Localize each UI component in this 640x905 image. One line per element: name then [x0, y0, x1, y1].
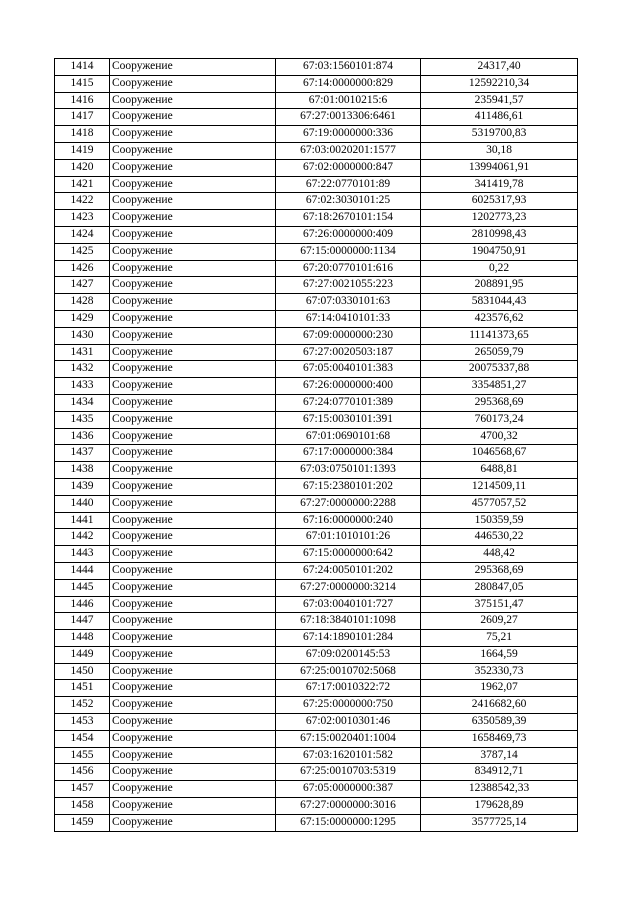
row-number-cell: 1457 [55, 781, 110, 798]
value-cell: 12592210,34 [421, 75, 578, 92]
value-cell: 3787,14 [421, 747, 578, 764]
table-row [55, 59, 578, 76]
value-cell: 448,42 [421, 546, 578, 563]
cadastral-number-cell: 67:09:0000000:230 [276, 327, 421, 344]
row-number-cell: 1435 [55, 411, 110, 428]
value-cell: 1214509,11 [421, 478, 578, 495]
row-number-cell: 1452 [55, 697, 110, 714]
table-row [55, 798, 578, 815]
object-type-cell: Сооружение [110, 411, 276, 428]
value-cell: 24317,40 [421, 59, 578, 76]
object-type-cell: Сооружение [110, 680, 276, 697]
table-row [55, 546, 578, 563]
value-cell: 12388542,33 [421, 781, 578, 798]
cadastral-number-cell: 67:14:0000000:829 [276, 75, 421, 92]
value-cell: 13994061,91 [421, 159, 578, 176]
value-cell: 3577725,14 [421, 814, 578, 831]
value-cell: 30,18 [421, 142, 578, 159]
cadastral-number-cell: 67:15:0020401:1004 [276, 730, 421, 747]
cadastral-number-cell: 67:25:0010703:5319 [276, 764, 421, 781]
table-row [55, 445, 578, 462]
row-number-cell: 1434 [55, 394, 110, 411]
row-number-cell: 1418 [55, 126, 110, 143]
row-number-cell: 1423 [55, 210, 110, 227]
value-cell: 834912,71 [421, 764, 578, 781]
cadastral-number-cell: 67:07:0330101:63 [276, 294, 421, 311]
cadastral-number-cell: 67:20:0770101:616 [276, 260, 421, 277]
row-number-cell: 1453 [55, 714, 110, 731]
row-number-cell: 1427 [55, 277, 110, 294]
value-cell: 6350589,39 [421, 714, 578, 731]
row-number-cell: 1458 [55, 798, 110, 815]
object-type-cell: Сооружение [110, 260, 276, 277]
table-row [55, 193, 578, 210]
row-number-cell: 1438 [55, 462, 110, 479]
table-row [55, 159, 578, 176]
row-number-cell: 1441 [55, 512, 110, 529]
value-cell: 1202773,23 [421, 210, 578, 227]
row-number-cell: 1426 [55, 260, 110, 277]
table-row [55, 512, 578, 529]
table-row [55, 210, 578, 227]
value-cell: 150359,59 [421, 512, 578, 529]
object-type-cell: Сооружение [110, 210, 276, 227]
value-cell: 5831044,43 [421, 294, 578, 311]
object-type-cell: Сооружение [110, 562, 276, 579]
row-number-cell: 1422 [55, 193, 110, 210]
object-type-cell: Сооружение [110, 327, 276, 344]
cadastral-number-cell: 67:26:0000000:409 [276, 226, 421, 243]
object-type-cell: Сооружение [110, 310, 276, 327]
object-type-cell: Сооружение [110, 714, 276, 731]
row-number-cell: 1459 [55, 814, 110, 831]
cadastral-number-cell: 67:14:0410101:33 [276, 310, 421, 327]
value-cell: 5319700,83 [421, 126, 578, 143]
cadastral-number-cell: 67:03:1560101:874 [276, 59, 421, 76]
row-number-cell: 1425 [55, 243, 110, 260]
object-type-cell: Сооружение [110, 781, 276, 798]
value-cell: 6025317,93 [421, 193, 578, 210]
table-row [55, 562, 578, 579]
object-type-cell: Сооружение [110, 495, 276, 512]
table-row [55, 92, 578, 109]
object-type-cell: Сооружение [110, 126, 276, 143]
cadastral-number-cell: 67:19:0000000:336 [276, 126, 421, 143]
table-row [55, 579, 578, 596]
object-type-cell: Сооружение [110, 226, 276, 243]
table-row [55, 142, 578, 159]
row-number-cell: 1437 [55, 445, 110, 462]
row-number-cell: 1431 [55, 344, 110, 361]
cadastral-number-cell: 67:02:3030101:25 [276, 193, 421, 210]
table-row [55, 428, 578, 445]
table-row [55, 680, 578, 697]
value-cell: 208891,95 [421, 277, 578, 294]
object-type-cell: Сооружение [110, 92, 276, 109]
row-number-cell: 1456 [55, 764, 110, 781]
object-type-cell: Сооружение [110, 193, 276, 210]
cadastral-number-cell: 67:26:0000000:400 [276, 378, 421, 395]
cadastral-number-cell: 67:27:0021055:223 [276, 277, 421, 294]
value-cell: 4700,32 [421, 428, 578, 445]
table-row [55, 630, 578, 647]
value-cell: 375151,47 [421, 596, 578, 613]
value-cell: 235941,57 [421, 92, 578, 109]
value-cell: 1046568,67 [421, 445, 578, 462]
value-cell: 411486,61 [421, 109, 578, 126]
table-row [55, 75, 578, 92]
table-row [55, 277, 578, 294]
object-type-cell: Сооружение [110, 747, 276, 764]
value-cell: 6488,81 [421, 462, 578, 479]
row-number-cell: 1444 [55, 562, 110, 579]
cadastral-number-cell: 67:03:1620101:582 [276, 747, 421, 764]
object-type-cell: Сооружение [110, 462, 276, 479]
row-number-cell: 1449 [55, 646, 110, 663]
table-row [55, 747, 578, 764]
object-type-cell: Сооружение [110, 142, 276, 159]
table-row [55, 327, 578, 344]
table-row [55, 714, 578, 731]
table-row [55, 260, 578, 277]
value-cell: 295368,69 [421, 562, 578, 579]
row-number-cell: 1432 [55, 361, 110, 378]
table-body [55, 59, 578, 832]
value-cell: 352330,73 [421, 663, 578, 680]
cadastral-number-cell: 67:01:1010101:26 [276, 529, 421, 546]
row-number-cell: 1440 [55, 495, 110, 512]
object-type-cell: Сооружение [110, 378, 276, 395]
row-number-cell: 1447 [55, 613, 110, 630]
value-cell: 0,22 [421, 260, 578, 277]
table-row [55, 697, 578, 714]
object-type-cell: Сооружение [110, 294, 276, 311]
table-row [55, 495, 578, 512]
cadastral-number-cell: 67:27:0000000:3214 [276, 579, 421, 596]
object-type-cell: Сооружение [110, 764, 276, 781]
table-row [55, 226, 578, 243]
object-type-cell: Сооружение [110, 814, 276, 831]
table-row [55, 613, 578, 630]
value-cell: 423576,62 [421, 310, 578, 327]
table-row [55, 781, 578, 798]
cadastral-number-cell: 67:03:0040101:727 [276, 596, 421, 613]
cadastral-number-cell: 67:09:0200145:53 [276, 646, 421, 663]
cadastral-number-cell: 67:15:0000000:642 [276, 546, 421, 563]
row-number-cell: 1436 [55, 428, 110, 445]
value-cell: 11141373,65 [421, 327, 578, 344]
value-cell: 2416682,60 [421, 697, 578, 714]
table-row [55, 764, 578, 781]
row-number-cell: 1455 [55, 747, 110, 764]
cadastral-number-cell: 67:27:0013306:6461 [276, 109, 421, 126]
value-cell: 20075337,88 [421, 361, 578, 378]
table-row [55, 646, 578, 663]
row-number-cell: 1424 [55, 226, 110, 243]
table-row [55, 394, 578, 411]
cadastral-number-cell: 67:25:0010702:5068 [276, 663, 421, 680]
value-cell: 1904750,91 [421, 243, 578, 260]
row-number-cell: 1419 [55, 142, 110, 159]
cadastral-number-cell: 67:15:0000000:1134 [276, 243, 421, 260]
table-row [55, 730, 578, 747]
table-row [55, 126, 578, 143]
row-number-cell: 1433 [55, 378, 110, 395]
table-row [55, 294, 578, 311]
row-number-cell: 1451 [55, 680, 110, 697]
row-number-cell: 1415 [55, 75, 110, 92]
cadastral-number-cell: 67:25:0000000:750 [276, 697, 421, 714]
cadastral-number-cell: 67:03:0750101:1393 [276, 462, 421, 479]
table-row [55, 411, 578, 428]
object-type-cell: Сооружение [110, 361, 276, 378]
cadastral-number-cell: 67:01:0010215:6 [276, 92, 421, 109]
cadastral-number-cell: 67:02:0000000:847 [276, 159, 421, 176]
value-cell: 4577057,52 [421, 495, 578, 512]
cadastral-number-cell: 67:24:0770101:389 [276, 394, 421, 411]
table-row [55, 529, 578, 546]
cadastral-number-cell: 67:05:0040101:383 [276, 361, 421, 378]
cadastral-number-cell: 67:17:0000000:384 [276, 445, 421, 462]
cadastral-number-cell: 67:03:0020201:1577 [276, 142, 421, 159]
cadastral-number-cell: 67:18:2670101:154 [276, 210, 421, 227]
row-number-cell: 1439 [55, 478, 110, 495]
cadastral-number-cell: 67:02:0010301:46 [276, 714, 421, 731]
object-type-cell: Сооружение [110, 512, 276, 529]
cadastral-number-cell: 67:15:0030101:391 [276, 411, 421, 428]
cadastral-number-cell: 67:16:0000000:240 [276, 512, 421, 529]
row-number-cell: 1428 [55, 294, 110, 311]
row-number-cell: 1450 [55, 663, 110, 680]
row-number-cell: 1445 [55, 579, 110, 596]
value-cell: 280847,05 [421, 579, 578, 596]
row-number-cell: 1442 [55, 529, 110, 546]
object-type-cell: Сооружение [110, 596, 276, 613]
table-row [55, 462, 578, 479]
row-number-cell: 1446 [55, 596, 110, 613]
row-number-cell: 1454 [55, 730, 110, 747]
value-cell: 341419,78 [421, 176, 578, 193]
row-number-cell: 1448 [55, 630, 110, 647]
row-number-cell: 1421 [55, 176, 110, 193]
object-type-cell: Сооружение [110, 798, 276, 815]
row-number-cell: 1443 [55, 546, 110, 563]
object-type-cell: Сооружение [110, 579, 276, 596]
value-cell: 1962,07 [421, 680, 578, 697]
object-type-cell: Сооружение [110, 630, 276, 647]
table-row [55, 663, 578, 680]
object-type-cell: Сооружение [110, 529, 276, 546]
table-row [55, 814, 578, 831]
object-type-cell: Сооружение [110, 428, 276, 445]
object-type-cell: Сооружение [110, 109, 276, 126]
object-type-cell: Сооружение [110, 394, 276, 411]
table-row [55, 478, 578, 495]
object-type-cell: Сооружение [110, 546, 276, 563]
value-cell: 760173,24 [421, 411, 578, 428]
cadastral-number-cell: 67:27:0020503:187 [276, 344, 421, 361]
table-row [55, 344, 578, 361]
cadastral-number-cell: 67:27:0000000:3016 [276, 798, 421, 815]
cadastral-number-cell: 67:18:3840101:1098 [276, 613, 421, 630]
table-row [55, 310, 578, 327]
object-type-cell: Сооружение [110, 478, 276, 495]
value-cell: 179628,89 [421, 798, 578, 815]
object-type-cell: Сооружение [110, 663, 276, 680]
table-row [55, 109, 578, 126]
cadastral-number-cell: 67:22:0770101:89 [276, 176, 421, 193]
cadastral-number-cell: 67:15:2380101:202 [276, 478, 421, 495]
value-cell: 75,21 [421, 630, 578, 647]
object-type-cell: Сооружение [110, 159, 276, 176]
row-number-cell: 1416 [55, 92, 110, 109]
cadastral-number-cell: 67:01:0690101:68 [276, 428, 421, 445]
value-cell: 2609,27 [421, 613, 578, 630]
object-type-cell: Сооружение [110, 613, 276, 630]
cadastral-number-cell: 67:14:1890101:284 [276, 630, 421, 647]
cadastral-number-cell: 67:15:0000000:1295 [276, 814, 421, 831]
object-type-cell: Сооружение [110, 445, 276, 462]
row-number-cell: 1429 [55, 310, 110, 327]
object-type-cell: Сооружение [110, 176, 276, 193]
table-row [55, 176, 578, 193]
row-number-cell: 1430 [55, 327, 110, 344]
table-row [55, 596, 578, 613]
cadastral-number-cell: 67:05:0000000:387 [276, 781, 421, 798]
value-cell: 3354851,27 [421, 378, 578, 395]
cadastral-number-cell: 67:24:0050101:202 [276, 562, 421, 579]
object-type-cell: Сооружение [110, 243, 276, 260]
object-type-cell: Сооружение [110, 646, 276, 663]
object-type-cell: Сооружение [110, 697, 276, 714]
row-number-cell: 1414 [55, 59, 110, 76]
object-type-cell: Сооружение [110, 730, 276, 747]
object-type-cell: Сооружение [110, 344, 276, 361]
cadastral-number-cell: 67:17:0010322:72 [276, 680, 421, 697]
table-row [55, 243, 578, 260]
object-type-cell: Сооружение [110, 75, 276, 92]
row-number-cell: 1417 [55, 109, 110, 126]
value-cell: 1664,59 [421, 646, 578, 663]
row-number-cell: 1420 [55, 159, 110, 176]
value-cell: 1658469,73 [421, 730, 578, 747]
table-row [55, 378, 578, 395]
table-row [55, 361, 578, 378]
value-cell: 265059,79 [421, 344, 578, 361]
object-type-cell: Сооружение [110, 277, 276, 294]
value-cell: 295368,69 [421, 394, 578, 411]
object-type-cell: Сооружение [110, 59, 276, 76]
value-cell: 446530,22 [421, 529, 578, 546]
value-cell: 2810998,43 [421, 226, 578, 243]
data-table [54, 58, 578, 832]
cadastral-number-cell: 67:27:0000000:2288 [276, 495, 421, 512]
